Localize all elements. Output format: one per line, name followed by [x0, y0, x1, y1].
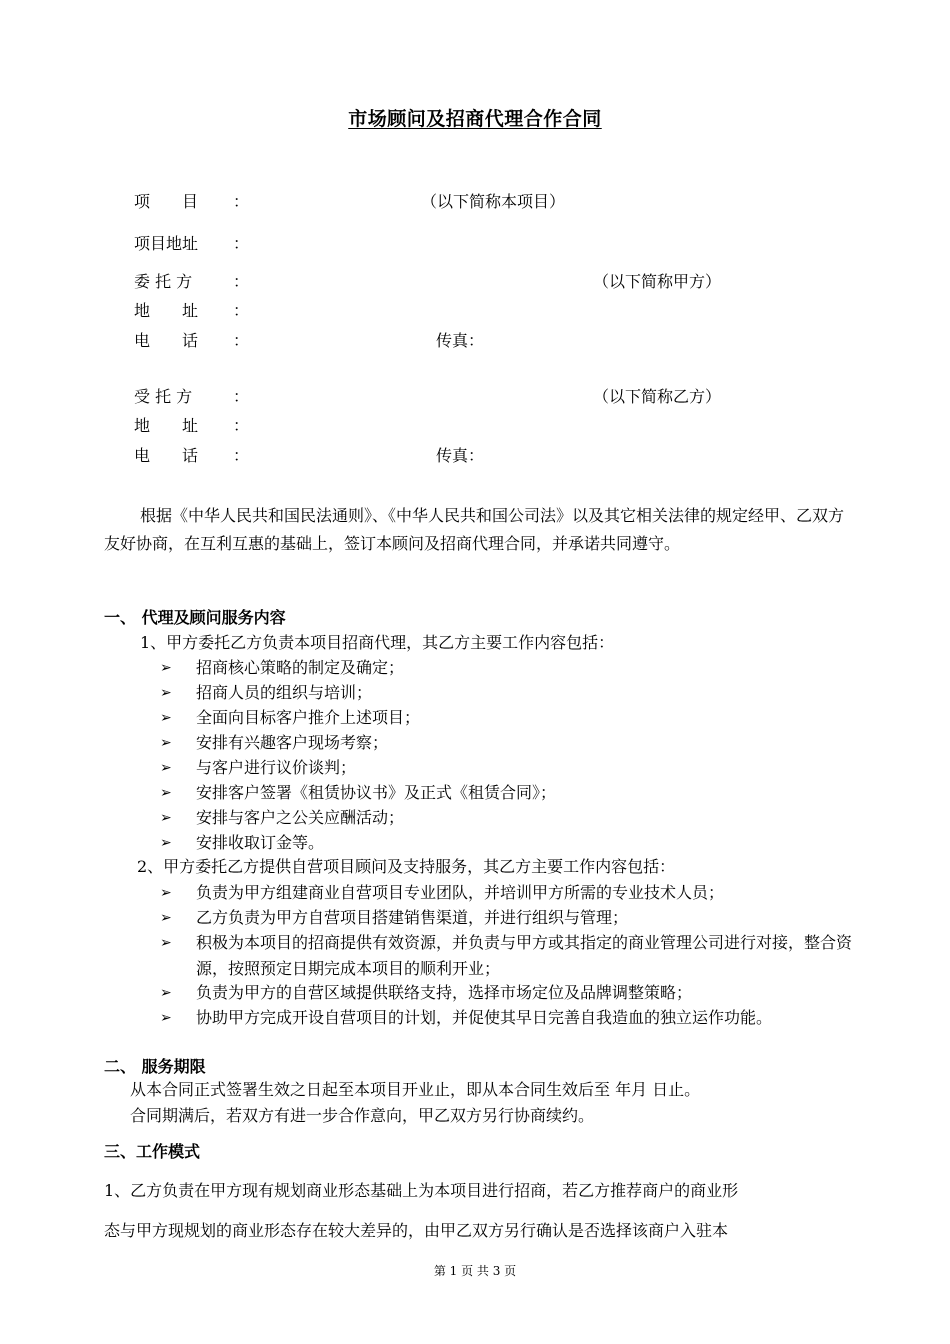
bullet-icon: ➢ — [160, 760, 172, 776]
colon: ： — [233, 446, 250, 465]
list-item: 安排与客户之公关应酬活动； — [196, 808, 405, 827]
colon: ： — [233, 192, 250, 211]
list-item: 全面向目标客户推介上述项目； — [196, 708, 421, 727]
list-item: 负责为甲方组建商业自营项目专业团队，并培训甲方所需的专业技术人员； — [196, 883, 725, 902]
party-b-fax-label: 传真： — [436, 446, 485, 465]
party-a-address-label: 地 址 — [134, 301, 199, 320]
list-item: 与客户进行议价谈判； — [196, 758, 357, 777]
list-item: 招商核心策略的制定及确定； — [196, 658, 405, 677]
party-a-label: 委 托 方 — [134, 272, 193, 291]
section-1-item-1: 1、甲方委托乙方负责本项目招商代理，其乙方主要工作内容包括： — [140, 633, 615, 652]
colon: ： — [233, 234, 250, 253]
section-2-line-2: 合同期满后，若双方有进一步合作意向，甲乙双方另行协商续约。 — [130, 1106, 595, 1125]
section-1-heading: 一、 代理及顾问服务内容 — [104, 608, 286, 627]
colon: ： — [233, 331, 250, 350]
project-note: （以下简称本项目） — [421, 192, 566, 211]
section-3-line-1: 1、乙方负责在甲方现有规划商业形态基础上为本项目进行招商，若乙方推荐商户的商业形 — [104, 1181, 739, 1200]
project-label: 项 目 — [134, 192, 199, 211]
bullet-icon: ➢ — [160, 810, 172, 826]
intro-paragraph — [104, 502, 850, 558]
list-item: 安排收取订金等。 — [196, 833, 325, 852]
colon: ： — [233, 416, 250, 435]
intro-text: 根据《中华人民共和国民法通则》、《中华人民共和国公司法》以及其它相关法律的规定经甲、乙双方友好协商，在互利互惠的基础上，签订本顾问及招商代理合同，并承诺共同遵守。 — [104, 506, 845, 553]
list-item: 协助甲方完成开设自营项目的计划，并促使其早日完善自我造血的独立运作功能。 — [196, 1008, 773, 1027]
bullet-icon: ➢ — [160, 935, 172, 951]
contract-title: 市场顾问及招商代理合作合同 — [348, 108, 602, 130]
party-a-fax-label: 传真： — [436, 331, 485, 350]
section-2-line-1: 从本合同正式签署生效之日起至本项目开业止，即从本合同生效后至 年月 日止。 — [130, 1080, 701, 1099]
page-footer: 第 1 页 共 3 页 — [433, 1264, 517, 1278]
party-b-address-label: 地 址 — [134, 416, 199, 435]
list-item: 积极为本项目的招商提供有效资源，并负责与甲方或其指定的商业管理公司进行对接，整合资源，按照预定日期完成本项目的顺利开业； — [196, 933, 853, 978]
bullet-icon: ➢ — [160, 735, 172, 751]
bullet-icon: ➢ — [160, 835, 172, 851]
party-a-phone-label: 电 话 — [134, 331, 199, 350]
bullet-icon: ➢ — [160, 885, 172, 901]
bullet-icon: ➢ — [160, 710, 172, 726]
party-b-label: 受 托 方 — [134, 387, 193, 406]
bullet-icon: ➢ — [160, 685, 172, 701]
colon: ： — [233, 387, 250, 406]
list-item: 乙方负责为甲方自营项目搭建销售渠道，并进行组织与管理； — [196, 908, 629, 927]
bullet-icon: ➢ — [160, 785, 172, 801]
section-3-line-2: 态与甲方现规划的商业形态存在较大差异的，由甲乙双方另行确认是否选择该商户入驻本 — [104, 1221, 729, 1240]
section-1-item-2: 2、甲方委托乙方提供自营项目顾问及支持服务，其乙方主要工作内容包括： — [137, 857, 676, 876]
bullet-icon: ➢ — [160, 1010, 172, 1026]
bullet-icon: ➢ — [160, 660, 172, 676]
list-item: 安排有兴趣客户现场考察； — [196, 733, 389, 752]
list-item: 安排客户签署《租赁协议书》及正式《租赁合同》； — [196, 783, 557, 802]
colon: ： — [233, 272, 250, 291]
list-item: 招商人员的组织与培训； — [196, 683, 373, 702]
colon: ： — [233, 301, 250, 320]
party-b-phone-label: 电 话 — [134, 446, 199, 465]
bullet-icon: ➢ — [160, 985, 172, 1001]
section-3-heading: 三、工作模式 — [104, 1142, 201, 1161]
section-2-heading: 二、 服务期限 — [104, 1057, 206, 1076]
address-label: 项目地址 — [134, 234, 199, 253]
list-item: 负责为甲方的自营区域提供联络支持，选择市场定位及品牌调整策略； — [196, 983, 693, 1002]
party-a-note: （以下简称甲方） — [593, 272, 722, 291]
party-b-note: （以下简称乙方） — [593, 387, 722, 406]
bullet-icon: ➢ — [160, 910, 172, 926]
